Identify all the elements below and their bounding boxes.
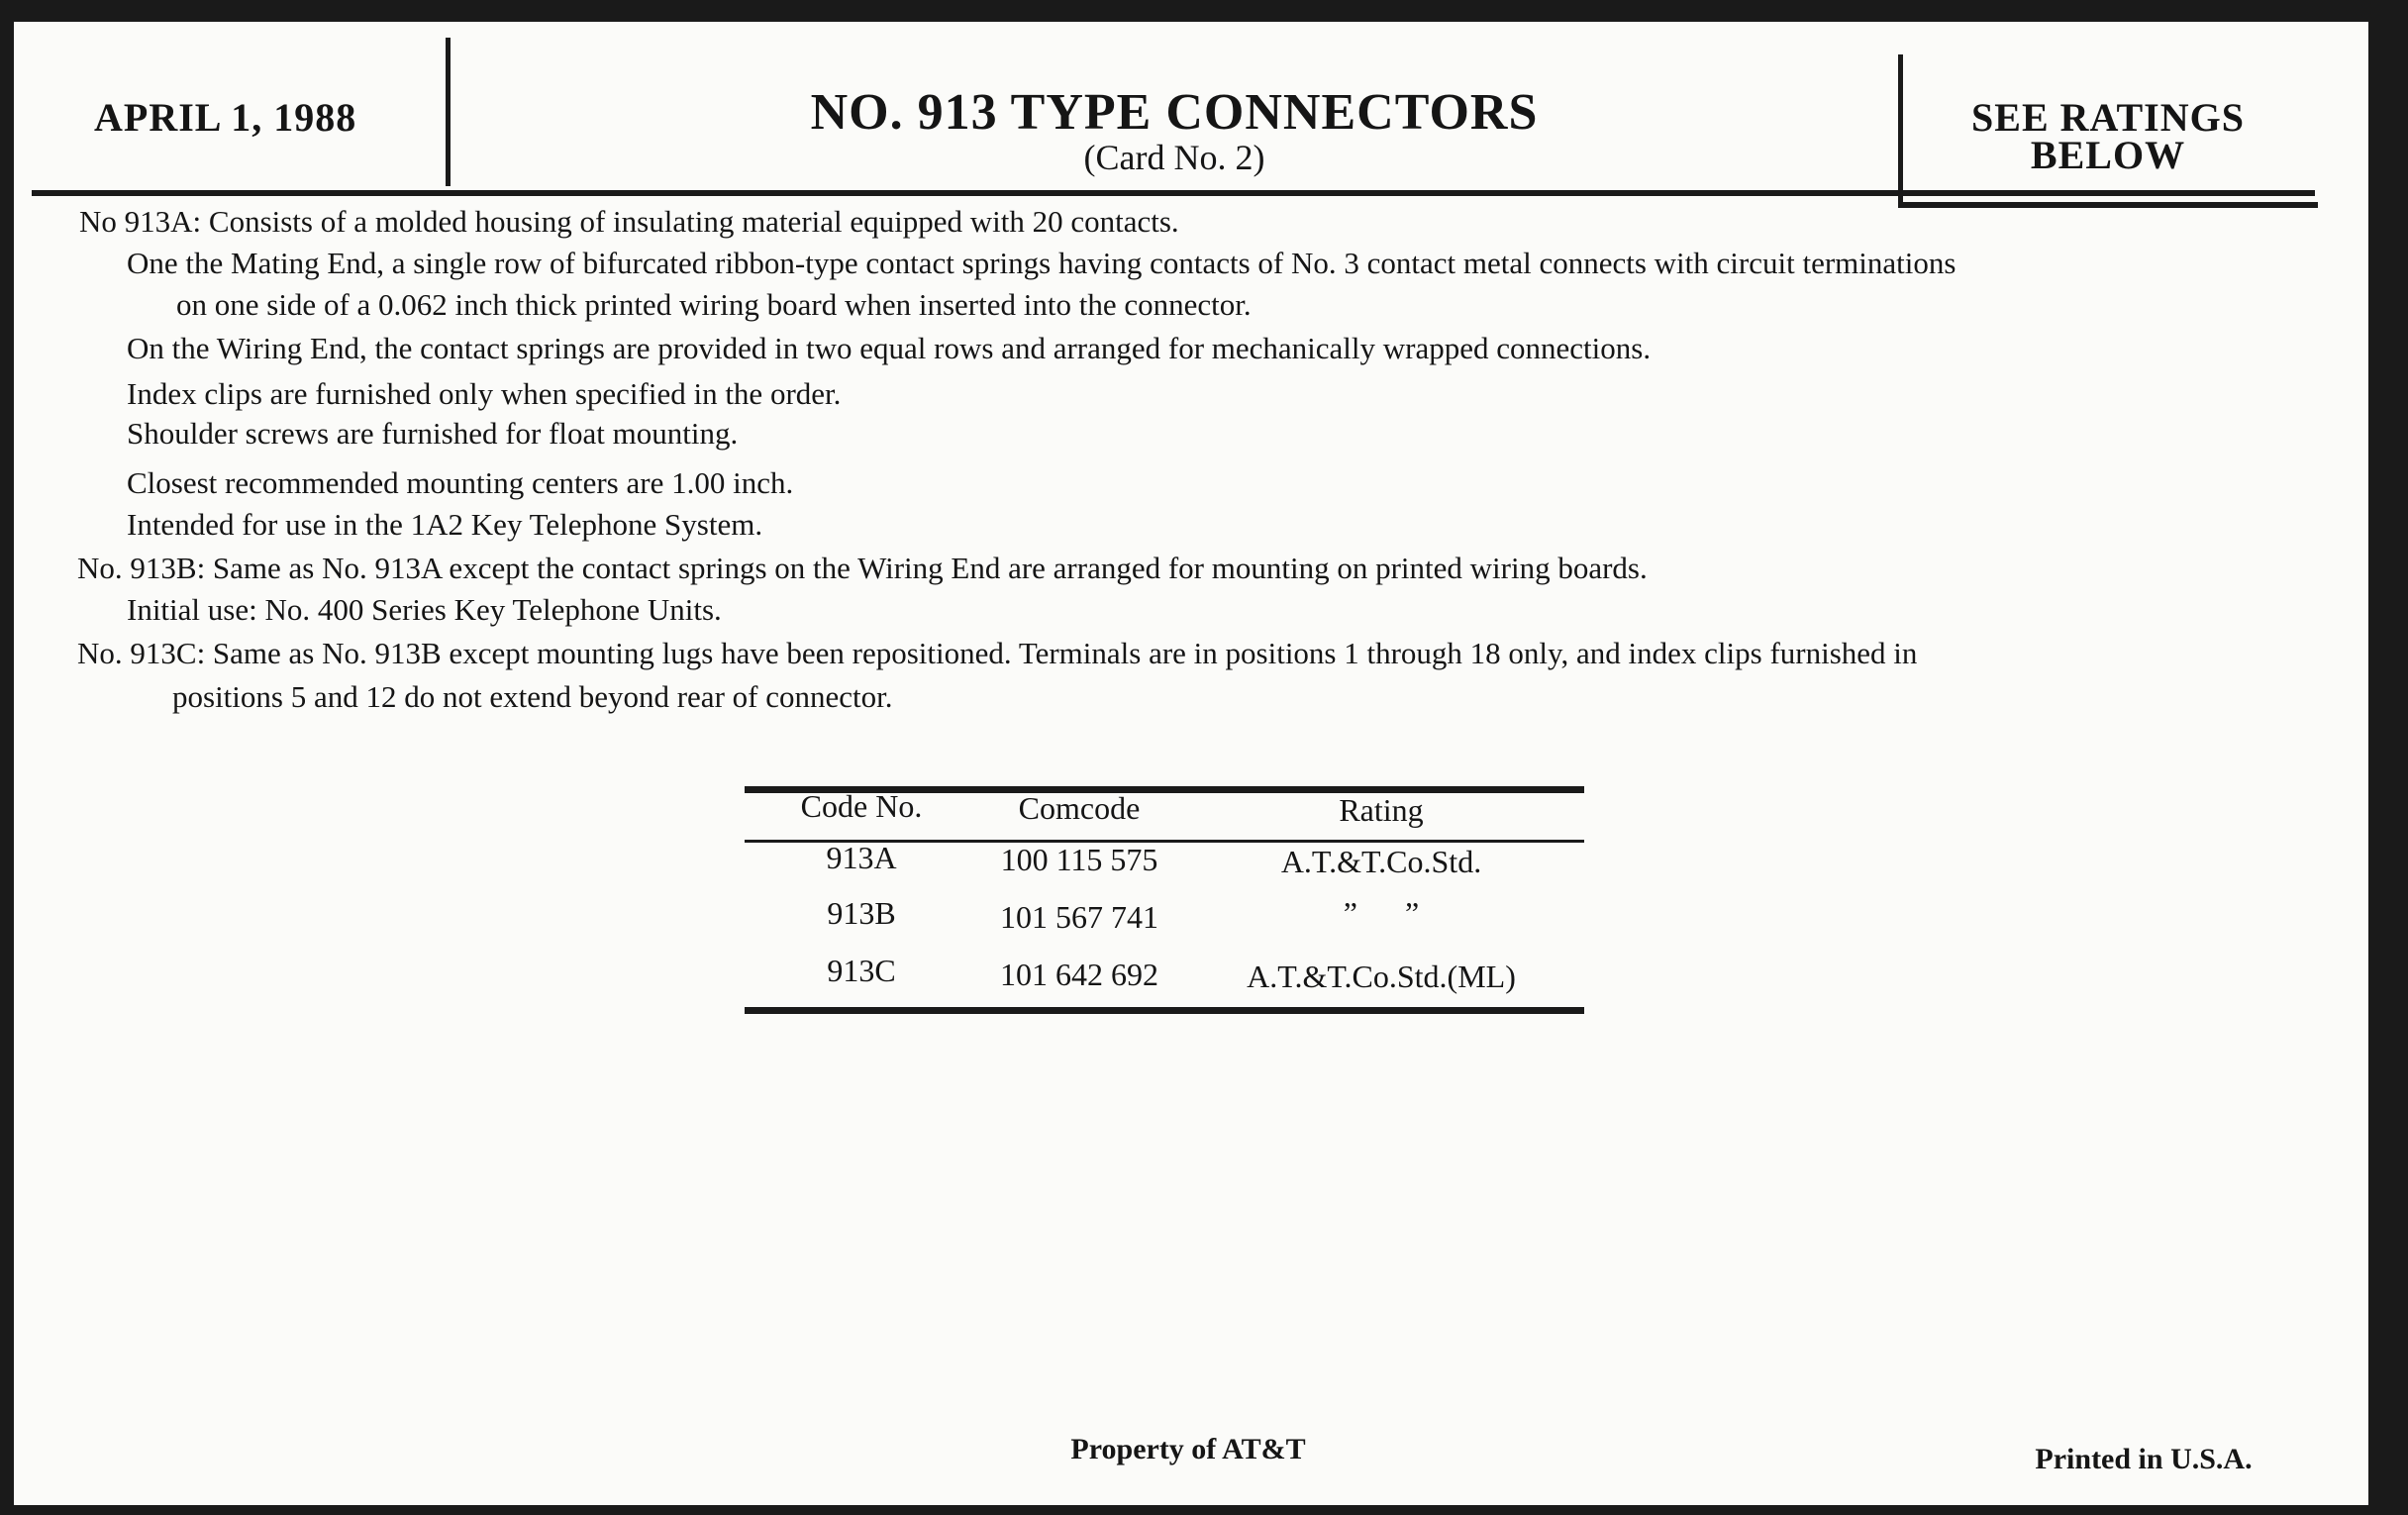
scan-border-bottom: [0, 1505, 2408, 1515]
text-line-mating-end-cont: on one side of a 0.062 inch thick printed wiring board when inserted into the connector.: [176, 287, 1252, 322]
table-cell-code: 913A: [826, 840, 897, 875]
ratings-note: [1903, 95, 2313, 177]
table-header-comcode: Comcode: [1018, 790, 1141, 826]
table-cell-comcode: 101 642 692: [1000, 957, 1158, 992]
table-cell-code: 913B: [827, 895, 896, 931]
table-header-rating: Rating: [1339, 792, 1424, 828]
text-line-913a: No 913A: Consists of a molded housing of insulating material equipped with 20 contacts.: [79, 204, 1179, 239]
table-header-code: Code No.: [800, 788, 923, 824]
text-line-mounting-centers: Closest recommended mounting centers are 1.00 inch.: [127, 465, 794, 500]
footer-printed: Printed in U.S.A.: [2035, 1443, 2253, 1475]
issue-date: APRIL 1, 1988: [94, 95, 357, 140]
footer-property: Property of AT&T: [1070, 1433, 1306, 1465]
page-title: NO. 913 TYPE CONNECTORS: [810, 84, 1539, 141]
table-cell-comcode: 100 115 575: [1000, 842, 1158, 877]
table-cell-rating: A.T.&T.Co.Std.(ML): [1247, 959, 1516, 994]
table-cell-rating: ” ”: [1343, 895, 1420, 931]
text-line-913c: No. 913C: Same as No. 913B except mounting lugs have been repositioned. Terminals are in positions 1 through 18 only, and index clips furnished in: [77, 636, 1918, 670]
text-line-913c-cont: positions 5 and 12 do not extend beyond rear of connector.: [172, 679, 893, 714]
text-line-913b: No. 913B: Same as No. 913A except the contact springs on the Wiring End are arranged for mounting on printed wiring boards.: [77, 551, 1648, 585]
text-line-wiring-end: On the Wiring End, the contact springs are provided in two equal rows and arranged for mechanically wrapped connections.: [127, 331, 1652, 365]
table-cell-rating: A.T.&T.Co.Std.: [1280, 844, 1482, 879]
header-rule: [32, 190, 2315, 196]
table-cell-comcode: 101 567 741: [1000, 899, 1158, 935]
header-rule-right: [1898, 202, 2318, 208]
scan-border-top: [0, 0, 2408, 22]
card-number: (Card No. 2): [1083, 138, 1265, 177]
scan-border-right: [2368, 0, 2408, 1515]
text-line-index-clips: Index clips are furnished only when specified in the order.: [127, 376, 842, 411]
scan-border-left: [0, 0, 14, 1515]
text-line-shoulder-screws: Shoulder screws are furnished for float mounting.: [127, 416, 739, 451]
ratings-note-line-1: SEE RATINGS: [1971, 95, 2245, 140]
ratings-note-line-2: BELOW: [2030, 133, 2186, 177]
table-cell-code: 913C: [827, 953, 896, 988]
table-rule-bottom: [745, 1007, 1584, 1014]
text-line-mating-end: One the Mating End, a single row of bifurcated ribbon-type contact springs having contacts of No. 3 contact metal connects with circuit terminations: [127, 246, 1956, 280]
text-line-intended-use: Intended for use in the 1A2 Key Telephone System.: [127, 507, 763, 542]
text-line-initial-use: Initial use: No. 400 Series Key Telephone Units.: [127, 592, 722, 627]
